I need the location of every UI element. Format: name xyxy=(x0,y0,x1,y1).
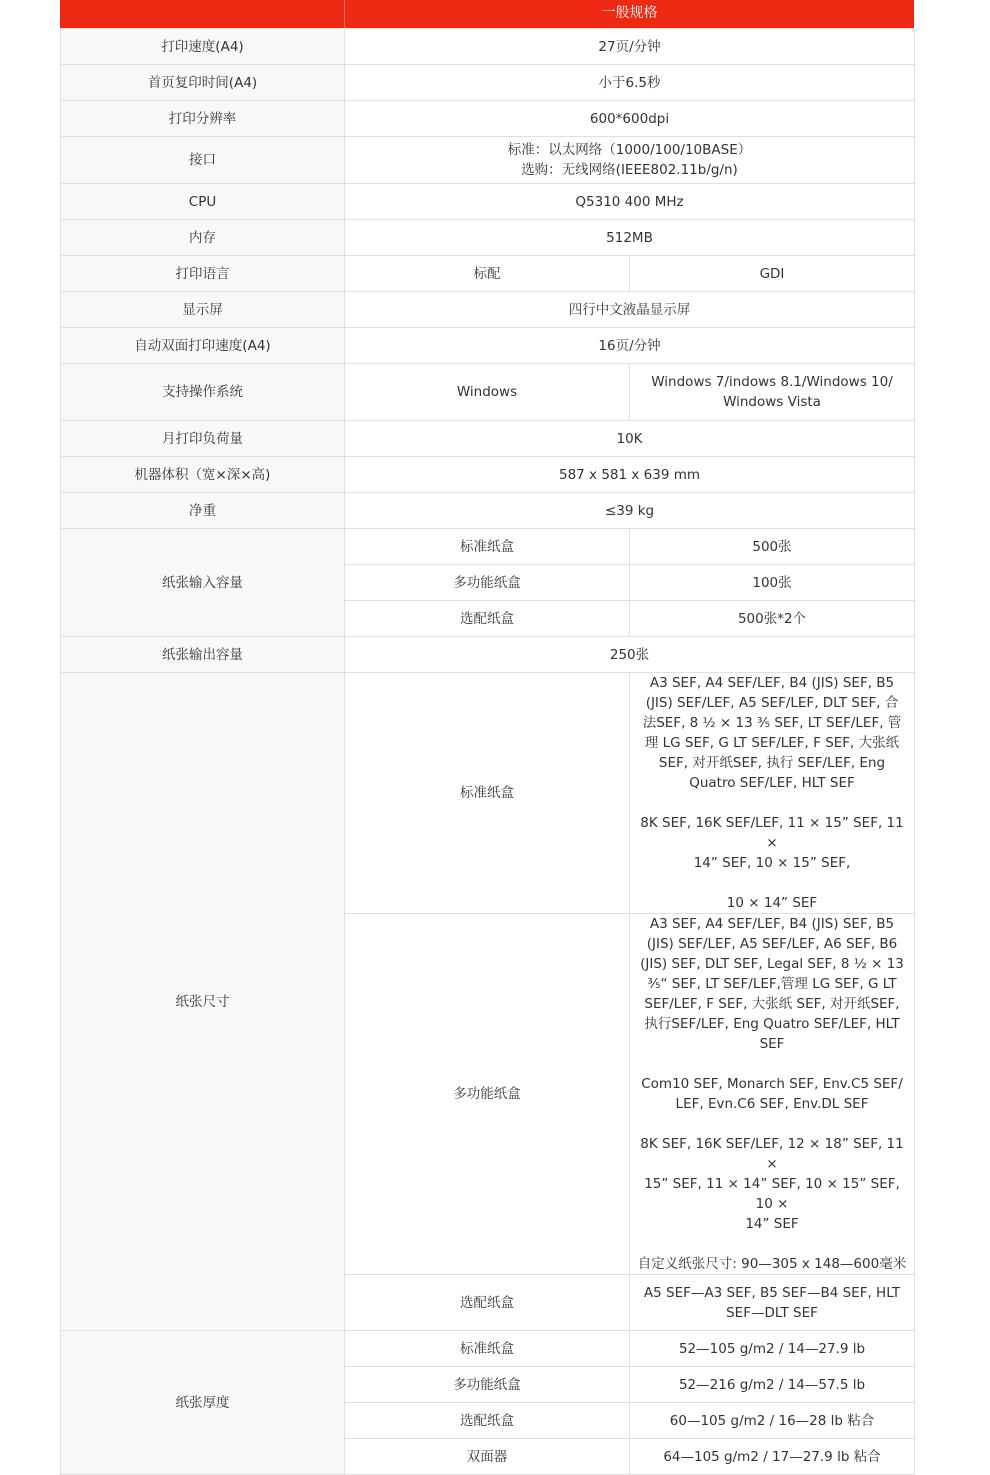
row-sublabel: 标配 xyxy=(345,256,630,292)
row-value: 587 x 581 x 639 mm xyxy=(345,457,915,493)
row-value: 100张 xyxy=(630,565,915,601)
row-value: Q5310 400 MHz xyxy=(345,184,915,220)
row-label: CPU xyxy=(61,184,345,220)
row-value: 250张 xyxy=(345,637,915,673)
table-row xyxy=(61,184,915,220)
row-value: Windows 7/indows 8.1/Windows 10/ Windows Vista xyxy=(630,364,915,421)
row-sublabel: 选配纸盒 xyxy=(345,1403,630,1439)
row-value: 四行中文液晶显示屏 xyxy=(345,292,915,328)
row-value: 16页/分钟 xyxy=(345,328,915,364)
row-label: 净重 xyxy=(61,493,345,529)
row-value: GDI xyxy=(630,256,915,292)
row-value: 10K xyxy=(345,421,915,457)
row-value: 500张*2个 xyxy=(630,601,915,637)
row-label: 自动双面打印速度(A4) xyxy=(61,328,345,364)
table-row xyxy=(61,493,915,529)
row-value: 512MB xyxy=(345,220,915,256)
row-value: 600*600dpi xyxy=(345,101,915,137)
row-value: 500张 xyxy=(630,529,915,565)
row-sublabel: 标准纸盒 xyxy=(345,673,630,914)
table-row xyxy=(61,292,915,328)
table-row xyxy=(61,529,915,565)
row-value: 标准：以太网络（1000/100/10BASE） 选购：无线网络(IEEE802.11b/g/n) xyxy=(345,137,915,184)
header-title: 一般规格 xyxy=(601,5,658,21)
row-label: 接口 xyxy=(61,137,345,184)
row-value: 小于6.5秒 xyxy=(345,65,915,101)
row-label: 打印分辨率 xyxy=(61,101,345,137)
row-label: 纸张厚度 xyxy=(61,1331,345,1475)
spec-table xyxy=(60,28,915,1475)
row-label: 打印速度(A4) xyxy=(61,29,345,65)
row-sublabel: 选配纸盒 xyxy=(345,1275,630,1331)
row-value: A3 SEF, A4 SEF/LEF, B4 (JIS) SEF, B5 (JIS) SEF/LEF, A5 SEF/LEF, DLT SEF, 合 法SEF, 8 ½ × 13 ⅗ SEF, LT SEF/LEF, 管 理 LG SEF, G LT SEF/LEF, F SEF, 大张纸 SEF, 对开纸SEF, 执行 SEF/LEF, Eng Quatro SEF/LEF, HLT SEF 8K SEF, 16K SEF/LEF, 11 × 15” SEF, 11 × 14” SEF, 10 × 15” SEF, 10 × 14” SEF xyxy=(630,673,915,914)
table-row xyxy=(61,421,915,457)
table-row xyxy=(61,137,915,184)
row-value: 64—105 g/m2 / 17—27.9 lb 粘合 xyxy=(630,1439,915,1475)
row-label: 纸张尺寸 xyxy=(61,673,345,1331)
row-label: 打印语言 xyxy=(61,256,345,292)
row-sublabel: 选配纸盒 xyxy=(345,601,630,637)
row-sublabel: 标准纸盒 xyxy=(345,1331,630,1367)
row-label: 月打印负荷量 xyxy=(61,421,345,457)
table-row xyxy=(61,457,915,493)
row-label: 支持操作系统 xyxy=(61,364,345,421)
row-value: 27页/分钟 xyxy=(345,29,915,65)
row-label: 内存 xyxy=(61,220,345,256)
table-row xyxy=(61,29,915,65)
row-value: 60—105 g/m2 / 16—28 lb 粘合 xyxy=(630,1403,915,1439)
row-value: ≤39 kg xyxy=(345,493,915,529)
row-sublabel: Windows xyxy=(345,364,630,421)
row-label: 纸张输入容量 xyxy=(61,529,345,637)
row-label: 机器体积（宽×深×高) xyxy=(61,457,345,493)
row-value: A3 SEF, A4 SEF/LEF, B4 (JIS) SEF, B5 (JIS) SEF/LEF, A5 SEF/LEF, A6 SEF, B6 (JIS) SEF, DLT SEF, Legal SEF, 8 ½ × 13 ⅗“ SEF, LT SEF/LEF,管理 LG SEF, G LT SEF/LEF, F SEF, 大张纸 SEF, 对开纸SEF, 执行SEF/LEF, Eng Quatro SEF/LEF, HLT SEF Com10 SEF, Monarch SEF, Env.C5 SEF/ LEF, Evn.C6 SEF, Env.DL SEF 8K SEF, 16K SEF/LEF, 12 × 18” SEF, 11 × 15” SEF, 11 × 14” SEF, 10 × 15” SEF, 10 × 14” SEF 自定义纸张尺寸: 90—305 x 148—600毫米 xyxy=(630,914,915,1275)
table-row xyxy=(61,65,915,101)
table-row xyxy=(61,673,915,914)
table-row xyxy=(61,1331,915,1367)
row-sublabel: 多功能纸盒 xyxy=(345,565,630,601)
row-sublabel: 多功能纸盒 xyxy=(345,914,630,1275)
row-sublabel: 多功能纸盒 xyxy=(345,1367,630,1403)
table-row xyxy=(61,364,915,421)
table-row xyxy=(61,256,915,292)
row-sublabel: 标准纸盒 xyxy=(345,529,630,565)
table-row xyxy=(61,328,915,364)
row-label: 显示屏 xyxy=(61,292,345,328)
row-label: 纸张输出容量 xyxy=(61,637,345,673)
row-value: A5 SEF—A3 SEF, B5 SEF—B4 SEF, HLT SEF—DLT SEF xyxy=(630,1275,915,1331)
row-value: 52—216 g/m2 / 14—57.5 lb xyxy=(630,1367,915,1403)
row-label: 首页复印时间(A4) xyxy=(61,65,345,101)
row-value: 52—105 g/m2 / 14—27.9 lb xyxy=(630,1331,915,1367)
table-row xyxy=(61,637,915,673)
row-sublabel: 双面器 xyxy=(345,1439,630,1475)
header-left-cell xyxy=(60,0,345,28)
spec-header xyxy=(60,0,914,28)
table-row xyxy=(61,101,915,137)
table-row xyxy=(61,220,915,256)
